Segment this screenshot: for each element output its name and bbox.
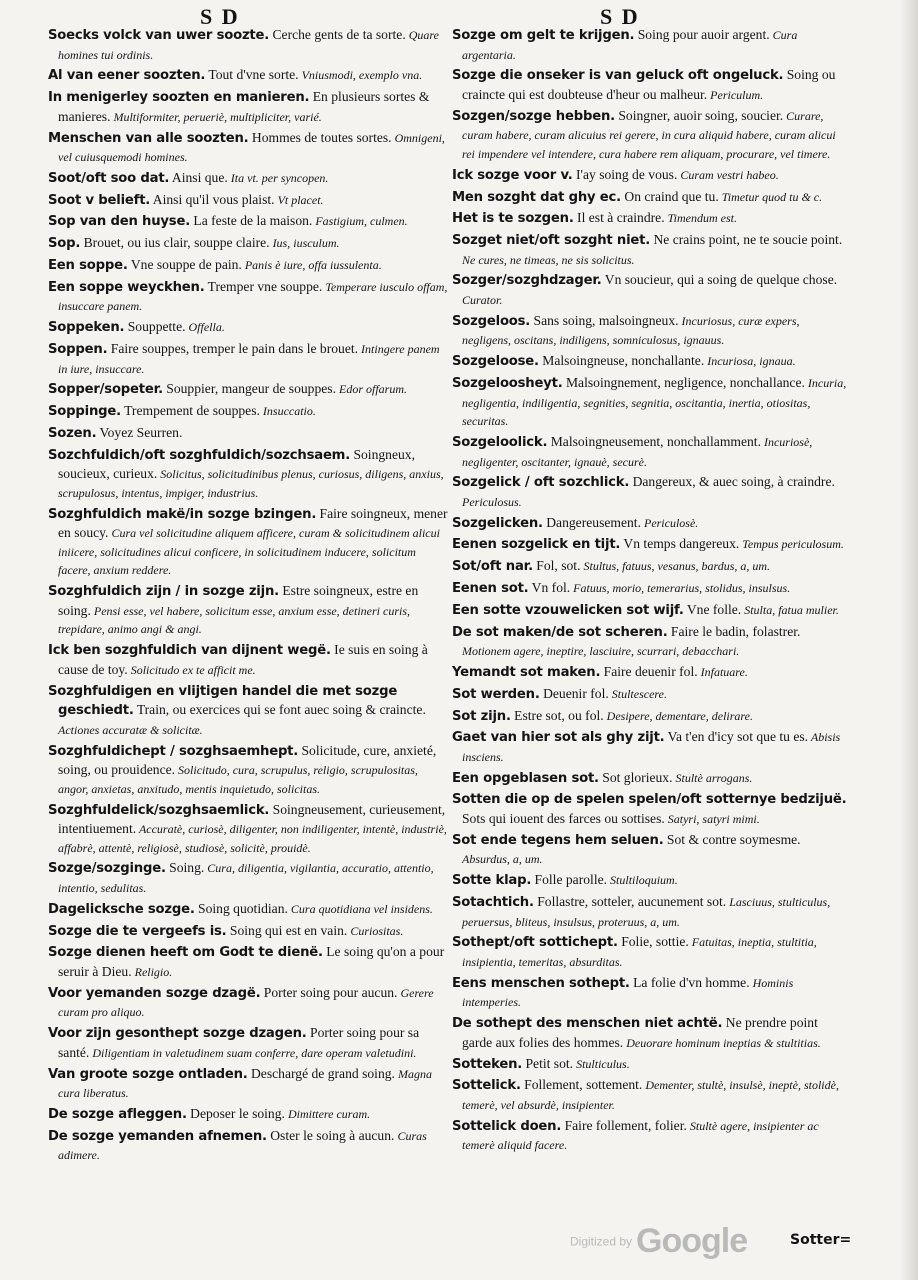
entry-french: Malsoingnement, negligence, nonchallance.	[562, 374, 805, 390]
entry-latin: Incuriosus, curæ expers, negligens, oscitans, indiligens, somniculosus, ignauus.	[462, 313, 800, 348]
entry-latin: Dimittere curam.	[284, 1106, 371, 1121]
dictionary-entry	[48, 278, 448, 316]
entry-latin: Infatuare.	[697, 664, 748, 679]
entry-latin: Solicitus, solicitudinibus plenus, curiosus, diligens, anxius, scrupulosus, intentus, impiger, industrius.	[58, 467, 444, 500]
entry-french: Oster le soing à aucun.	[266, 1127, 395, 1143]
entry-french: Sans soing, malsoingneux.	[530, 312, 679, 328]
entry-latin: Curare, curam habere, curam alicuius rei gerere, in cura aliquid habere, curam alicui rei impendere vel intendere, cura habere rem aliquam, procurare, vel timere.	[462, 108, 836, 161]
entry-latin: Fatuitas, ineptia, stultitia, insipientia, temeritas, absurditas.	[462, 935, 817, 969]
entry-french: La folie d'vn homme.	[629, 974, 750, 990]
entry-latin: Temperare iusculo offam, insuccare panem.	[58, 279, 448, 314]
watermark-prefix: Digitized by	[570, 1234, 633, 1249]
dictionary-entry	[48, 505, 448, 580]
dictionary-entry	[452, 1076, 850, 1114]
entry-french: Faire deuenir fol.	[600, 663, 698, 679]
entry-latin: Solicitudo, cura, scrupulus, religio, scrupulositas, angor, anxietas, anxitudo, mentis inquietudo, solicitas.	[58, 763, 418, 796]
entry-latin: Stulticulus.	[573, 1056, 630, 1071]
entry-headword: Sozgelicken.	[452, 515, 543, 531]
entry-headword: De sothept des menschen niet achtë.	[452, 1016, 723, 1032]
dictionary-entry	[452, 557, 850, 577]
entry-headword: Sozge om gelt te krijgen.	[452, 28, 635, 43]
entry-french: Faire le badin, folastrer.	[667, 623, 801, 639]
entry-french: Ne crains point, ne te soucie point.	[650, 232, 843, 248]
entry-latin: Periculosus.	[462, 494, 522, 509]
entry-french: Malsoingneuse, nonchallante.	[538, 353, 705, 369]
dictionary-entry	[48, 682, 448, 740]
entry-french: Vn soucieur, qui a soing de quelque chose.	[601, 272, 838, 288]
dictionary-entry	[48, 742, 448, 799]
entry-french: Tremper vne souppe.	[204, 278, 323, 294]
entry-latin: Ius, iusculum.	[269, 236, 340, 251]
entry-latin: Multiformiter, perueriè, multipliciter, varié.	[110, 109, 322, 124]
dictionary-entry	[48, 1127, 448, 1165]
entry-french: Hommes de toutes sortes.	[248, 129, 392, 145]
entry-headword: Voor yemanden sozge dzagë.	[48, 985, 261, 1001]
entry-french: Estre sot, ou fol.	[510, 707, 604, 723]
entry-latin: Stultè agere, insipienter ac temerè aliquid facere.	[462, 1118, 819, 1153]
dictionary-entry	[452, 473, 850, 511]
dictionary-entry	[48, 380, 448, 400]
entry-french: Ainsi que.	[169, 169, 228, 185]
entry-french: En plusieurs sortes & manieres.	[58, 89, 430, 124]
entry-french: Faire souppes, tremper le pain dans le brouet.	[107, 340, 359, 356]
entry-latin: Ne cures, ne timeas, ne sis solicitus.	[462, 252, 635, 267]
entry-latin: Hominis intemperies.	[462, 975, 794, 1010]
entry-french: Voyez Seurren.	[96, 424, 183, 440]
entry-headword: Eens menschen sothept.	[452, 975, 630, 991]
dictionary-entry	[48, 212, 448, 232]
dictionary-entry	[48, 26, 448, 64]
entry-headword: In menigerley soozten en manieren.	[48, 90, 310, 106]
dictionary-entry	[48, 88, 448, 126]
entry-french: Trempement de souppes.	[120, 403, 260, 419]
entry-headword: Sotteken.	[452, 1056, 523, 1072]
entry-french: Dangereusement.	[542, 514, 641, 530]
dictionary-entry	[452, 535, 850, 555]
entry-headword: Sozgelick / oft sozchlick.	[452, 475, 630, 491]
entry-french: Porter soing pour aucun.	[260, 984, 398, 1000]
entry-latin: Stulta, fatua mulier.	[741, 602, 839, 617]
entry-headword: Sozghfuldich zijn / in sozge zijn.	[48, 584, 279, 600]
entry-headword: Sozgeloos.	[452, 313, 531, 329]
entry-french: Cerche gents de ta sorte.	[269, 27, 406, 42]
entry-headword: Yemandt sot maken.	[452, 664, 601, 680]
entry-headword: Sozge/sozginge.	[48, 861, 166, 877]
entry-headword: Sottelick doen.	[452, 1118, 562, 1134]
left-column	[48, 26, 448, 1167]
dictionary-entry	[452, 871, 850, 891]
entry-headword: Het is te sozgen.	[452, 211, 574, 227]
entry-headword: Sozgen/sozge hebben.	[452, 108, 615, 124]
dictionary-entry	[452, 1117, 850, 1155]
entry-headword: Een soppe.	[48, 258, 128, 274]
entry-french: Sot glorieux.	[598, 769, 673, 785]
dictionary-entry	[48, 801, 448, 858]
dictionary-entry	[452, 893, 850, 931]
entry-headword: Sozge die onseker is van geluck oft ongeluck.	[452, 68, 784, 84]
entry-french: Follastre, sotteler, aucunement sot.	[533, 894, 727, 909]
entry-latin: Lasciuus, stulticulus, peruersus, bliteus, insulsus, proteruus, a, um.	[462, 895, 831, 929]
entry-headword: Soot v belieft.	[48, 192, 151, 208]
dictionary-entry	[48, 129, 448, 167]
entry-french: Va t'en d'icy sot que tu es.	[664, 729, 809, 745]
entry-latin: Religio.	[131, 965, 173, 979]
dictionary-entry	[452, 374, 850, 431]
entry-french: Soingner, auoir soing, soucier.	[614, 107, 784, 123]
dictionary-entry	[452, 663, 850, 683]
entry-french: Solicitude, cure, anxieté, soing, ou prouidence.	[58, 742, 437, 778]
entry-latin: Diligentiam in valetudinem suam conferre, dare operam valetudini.	[89, 1045, 417, 1060]
dictionary-entry	[452, 707, 850, 727]
dictionary-entry	[48, 402, 448, 422]
entry-french: Porter soing pour sa santé.	[58, 1025, 420, 1060]
entry-latin: Abisis insciens.	[462, 730, 841, 764]
dictionary-entry	[48, 169, 448, 189]
entry-latin: Curas adimere.	[58, 1128, 427, 1163]
running-head-left: S D	[200, 4, 240, 29]
entry-french: Ne prendre point garde aux folies des hommes.	[462, 1015, 818, 1050]
entry-latin: Incuria, negligentia, indiligentia, segnities, segnitia, oscitantia, inertia, otiositas, securitas.	[462, 375, 847, 429]
dictionary-entry	[452, 231, 850, 269]
entry-latin: Periculosè.	[640, 515, 699, 530]
dictionary-entry	[452, 166, 850, 186]
entry-latin: Incuriosè, negligenter, oscitanter, ignauè, securè.	[462, 434, 813, 469]
dictionary-entry	[48, 1105, 448, 1125]
entry-french: On craind que tu.	[620, 188, 719, 204]
entry-headword: Sozghfuldigen en vlijtigen handel die met sozge geschiedt.	[48, 683, 398, 719]
entry-latin: Incuriosa, ignaua.	[704, 354, 796, 369]
entry-latin: Timendum est.	[664, 211, 737, 226]
catchword: Sotter=	[790, 1232, 852, 1248]
entry-latin: Dementer, stultè, insulsè, ineptè, stolidè, temerè, vel absurdè, insipienter.	[462, 1078, 839, 1112]
entry-headword: Voor zijn gesonthept sozge dzagen.	[48, 1026, 307, 1042]
entry-french: Le soing qu'on a pour seruir à Dieu.	[58, 944, 445, 979]
dictionary-entry	[452, 188, 850, 208]
entry-french: Vn temps dangereux.	[620, 536, 740, 552]
dictionary-entry	[452, 623, 850, 661]
entry-french: Folie, sottie.	[617, 934, 689, 950]
entry-headword: Soppinge.	[48, 404, 121, 420]
entry-latin: Vt placet.	[274, 192, 324, 207]
entry-latin: Timetur quod tu & c.	[718, 189, 823, 204]
dictionary-entry	[48, 641, 448, 679]
entry-headword: Sotachtich.	[452, 895, 534, 910]
entry-headword: Sot/oft nar.	[452, 559, 533, 575]
dictionary-entry	[48, 859, 448, 897]
entry-french: Sots qui iouent des farces ou sottises.	[462, 811, 665, 827]
entry-headword: Menschen van alle soozten.	[48, 130, 249, 146]
entry-french: Faire follement, folier.	[561, 1117, 687, 1133]
dictionary-entry	[452, 685, 850, 705]
entry-latin: Ita vt. per syncopen.	[227, 170, 329, 185]
entry-latin: Cura quotidiana vel insidens.	[287, 901, 433, 916]
dictionary-entry	[452, 514, 850, 534]
entry-latin: Accuratè, curiosè, diligenter, non indiligenter, intentè, industriè, affabrè, attentè, religiosè, studiosè, solicitè, prouidè.	[58, 822, 447, 855]
entry-headword: Sot ende tegens hem seluen.	[452, 832, 664, 848]
entry-french: Soingneux, soucieux, curieux.	[58, 446, 415, 482]
entry-french: Soing pour auoir argent.	[634, 27, 770, 42]
entry-french: Deschargé de grand soing.	[247, 1065, 395, 1081]
entry-french: Ie suis en soing à cause de toy.	[58, 642, 428, 677]
entry-headword: Sozghfuldichept / sozghsaemhept.	[48, 743, 299, 759]
entry-french: Train, ou exercices qui se font auec soing & craincte.	[133, 702, 426, 718]
dictionary-entry	[452, 769, 850, 789]
entry-headword: Soppeken.	[48, 320, 125, 336]
entry-headword: Sozgeloosheyt.	[452, 375, 563, 391]
dictionary-entry	[48, 1024, 448, 1062]
entry-headword: Sotten die op de spelen spelen/oft sotternye bedzijuë.	[452, 792, 847, 808]
entry-latin: Stultus, fatuus, vesanus, bardus, a, um.	[580, 559, 771, 574]
dictionary-entry	[452, 312, 850, 350]
entry-french: Soing quotidian.	[194, 900, 288, 916]
entry-french: Soing qui est en vain.	[226, 922, 348, 938]
entry-latin: Magna cura liberatus.	[58, 1066, 432, 1101]
entry-latin: Solicitudo ex te afficit me.	[127, 662, 256, 677]
entry-headword: Sottelick.	[452, 1078, 521, 1094]
entry-headword: Sot zijn.	[452, 708, 511, 724]
entry-latin: Cura, diligentia, vigilantia, accuratio, attentio, intentio, sedulitas.	[58, 861, 434, 896]
dictionary-entry	[48, 582, 448, 639]
entry-latin: Fastigium, culmen.	[312, 214, 408, 229]
entry-french: Estre soingneux, estre en soing.	[58, 583, 419, 618]
entry-headword: Sop van den huyse.	[48, 214, 191, 230]
entry-latin: Tempus periculosum.	[739, 537, 844, 552]
dictionary-entry	[48, 922, 448, 942]
entry-latin: Desipere, dementare, delirare.	[603, 708, 753, 723]
dictionary-entry	[48, 984, 448, 1022]
dictionary-entry	[48, 424, 448, 444]
entry-headword: Eenen sozgelick en tijt.	[452, 537, 621, 553]
entry-headword: De sot maken/de sot scheren.	[452, 624, 668, 640]
dictionary-entry	[48, 446, 448, 503]
entry-french: Souppette.	[124, 319, 186, 335]
entry-headword: Van groote sozge ontladen.	[48, 1066, 248, 1082]
entry-french: Malsoingneusement, nonchallamment.	[547, 433, 761, 449]
entry-french: Folle parolle.	[531, 872, 608, 888]
entry-latin: Deuorare hominum ineptias & stultitias.	[623, 1035, 821, 1050]
right-column	[452, 26, 850, 1157]
entry-french: Ainsi qu'il vous plaist.	[150, 191, 275, 207]
entry-headword: Eenen sot.	[452, 581, 529, 597]
entry-french: La feste de la maison.	[190, 213, 313, 229]
entry-headword: De sozge yemanden afnemen.	[48, 1128, 267, 1144]
entry-latin: Panis è iure, offa iussulenta.	[241, 258, 382, 273]
dictionary-entry	[48, 1065, 448, 1103]
entry-headword: Sop.	[48, 236, 81, 252]
entry-french: Vne souppe de pain.	[127, 257, 242, 273]
entry-headword: Sopper/sopeter.	[48, 382, 163, 398]
dictionary-entry	[48, 66, 448, 86]
dictionary-entry	[452, 601, 850, 621]
entry-french: Sot & contre soymesme.	[663, 831, 801, 847]
entry-french: Il est à craindre.	[573, 210, 665, 226]
entry-headword: Ick sozge voor v.	[452, 167, 573, 183]
entry-latin: Fatuus, morio, temerarius, stolidus, insulsus.	[570, 581, 791, 596]
entry-latin: Curator.	[462, 293, 503, 308]
dictionary-entry	[452, 579, 850, 599]
entry-headword: Sothept/oft sottichept.	[452, 935, 618, 951]
dictionary-entry	[452, 974, 850, 1012]
entry-latin: Cura argentaria.	[462, 28, 798, 62]
dictionary-entry	[452, 107, 850, 164]
entry-french: Soing ou craincte qui est doubteuse d'heur ou malheur.	[462, 67, 836, 102]
entry-headword: Sozgeloolick.	[452, 434, 548, 450]
entry-headword: Dagelicksche sozge.	[48, 901, 195, 917]
entry-headword: Een opgeblasen sot.	[452, 770, 599, 786]
entry-headword: Sozge dienen heeft om Godt te dienë.	[48, 945, 323, 961]
entry-french: Soingneusement, curieusement, intentiuement.	[58, 801, 446, 837]
entry-french: Deposer le soing.	[186, 1105, 285, 1121]
dictionary-entry	[452, 433, 850, 471]
entry-latin: Edor offarum.	[336, 382, 408, 397]
entry-headword: Sozen.	[48, 425, 97, 441]
dictionary-entry	[452, 209, 850, 229]
entry-headword: Sozge die te vergeefs is.	[48, 923, 227, 939]
entry-headword: Sozghfuldich makë/in sozge bzingen.	[48, 506, 317, 522]
entry-headword: Men sozght dat ghy ec.	[452, 189, 621, 205]
dictionary-entry	[452, 271, 850, 309]
entry-latin: Stultescere.	[608, 686, 667, 701]
entry-headword: Sotte klap.	[452, 873, 532, 889]
entry-french: Follement, sottement.	[520, 1077, 643, 1093]
entry-french: Petit sot.	[522, 1055, 574, 1071]
dictionary-entry	[452, 831, 850, 869]
dictionary-entry	[452, 352, 850, 372]
dictionary-entry	[452, 933, 850, 971]
entry-headword: Sozchfuldich/oft sozghfuldich/sozchsaem.	[48, 447, 351, 463]
entry-french: Fol, sot.	[532, 558, 581, 574]
google-watermark	[570, 1222, 770, 1262]
entry-headword: Sozgeloose.	[452, 354, 539, 370]
entry-french: I'ay soing de vous.	[572, 166, 678, 182]
entry-latin: Curam vestri habeo.	[677, 167, 779, 182]
dictionary-entry	[452, 66, 850, 104]
entry-headword: Gaet van hier sot als ghy zijt.	[452, 730, 665, 746]
dictionary-entry	[48, 900, 448, 920]
entry-headword: Een sotte vzouwelicken sot wijf.	[452, 602, 684, 618]
dictionary-entry	[48, 340, 448, 378]
entry-latin: Gerere curam pro aliquo.	[58, 985, 434, 1020]
entry-headword: Al van eener soozten.	[48, 68, 206, 84]
entry-latin: Omnigeni, vel cuiusquemodi homines.	[58, 130, 445, 165]
entry-latin: Satyri, satyri mimi.	[664, 812, 760, 827]
dictionary-entry	[48, 318, 448, 338]
dictionary-entry	[452, 26, 850, 64]
dictionary-entry	[452, 728, 850, 766]
dictionary-entry	[48, 234, 448, 254]
entry-headword: Sozghfuldelick/sozghsaemlick.	[48, 802, 270, 818]
entry-latin: Intingere panem in iure, insuccare.	[58, 341, 440, 376]
dictionary-entry	[48, 256, 448, 276]
entry-headword: Soot/oft soo dat.	[48, 170, 170, 186]
entry-latin: Vniusmodi, exemplo vna.	[298, 68, 423, 83]
dictionary-entry	[452, 1055, 850, 1075]
entry-latin: Insuccatio.	[259, 404, 316, 419]
entry-french: Dangereux, & auec soing, à craindre.	[629, 474, 835, 490]
running-head-right: S D	[600, 4, 640, 29]
entry-french: Tout d'vne sorte.	[205, 67, 299, 83]
dictionary-entry	[452, 790, 850, 828]
entry-french: Vne folle.	[683, 601, 742, 617]
page-edge	[900, 0, 918, 1280]
entry-headword: De sozge afleggen.	[48, 1106, 187, 1122]
dictionary-entry	[48, 191, 448, 211]
entry-latin: Quare homines tui ordinis.	[58, 28, 439, 62]
entry-headword: Sot werden.	[452, 686, 540, 702]
entry-headword: Soecks volck van uwer soozte.	[48, 28, 270, 43]
entry-latin: Periculum.	[707, 87, 764, 102]
entry-french: Vn fol.	[528, 580, 571, 596]
google-logo: Google	[636, 1222, 748, 1260]
entry-headword: Een soppe weyckhen.	[48, 279, 205, 295]
entry-french: Souppier, mangeur de souppes.	[162, 381, 336, 397]
entry-latin: Stultiloquium.	[607, 873, 678, 888]
entry-french: Faire soingneux, mener en soucy.	[58, 505, 448, 541]
entry-headword: Ick ben sozghfuldich van dijnent wegë.	[48, 643, 331, 659]
entry-headword: Sozget niet/oft sozght niet.	[452, 233, 651, 249]
entry-latin: Cura vel solicitudine aliquem afficere, curam & solicitudinem alicui iniicere, solicitudines alicui conficere, in solicitudinem inducere, solicitum facere, anxium reddere.	[58, 526, 440, 578]
entry-latin: Curiositas.	[347, 923, 404, 938]
entry-latin: Absurdus, a, um.	[462, 852, 543, 867]
entry-latin: Motionem agere, ineptire, lasciuire, scurrari, debacchari.	[462, 644, 740, 659]
entry-latin: Stultè arrogans.	[672, 770, 753, 785]
dictionary-entry	[48, 943, 448, 981]
entry-headword: Sozger/sozghdzager.	[452, 273, 602, 289]
entry-latin: Offella.	[185, 320, 225, 335]
entry-french: Deuenir fol.	[539, 685, 609, 701]
dictionary-entry	[452, 1014, 850, 1052]
entry-french: Brouet, ou ius clair, souppe claire.	[80, 235, 270, 251]
entry-latin: Pensi esse, vel habere, solicitum esse, anxium esse, detineri curis, trepidare, animo angi & angi.	[58, 603, 411, 637]
entry-headword: Soppen.	[48, 341, 108, 357]
entry-latin: Actiones accuratæ & solicitæ.	[58, 722, 203, 737]
entry-french: Soing.	[165, 860, 205, 876]
